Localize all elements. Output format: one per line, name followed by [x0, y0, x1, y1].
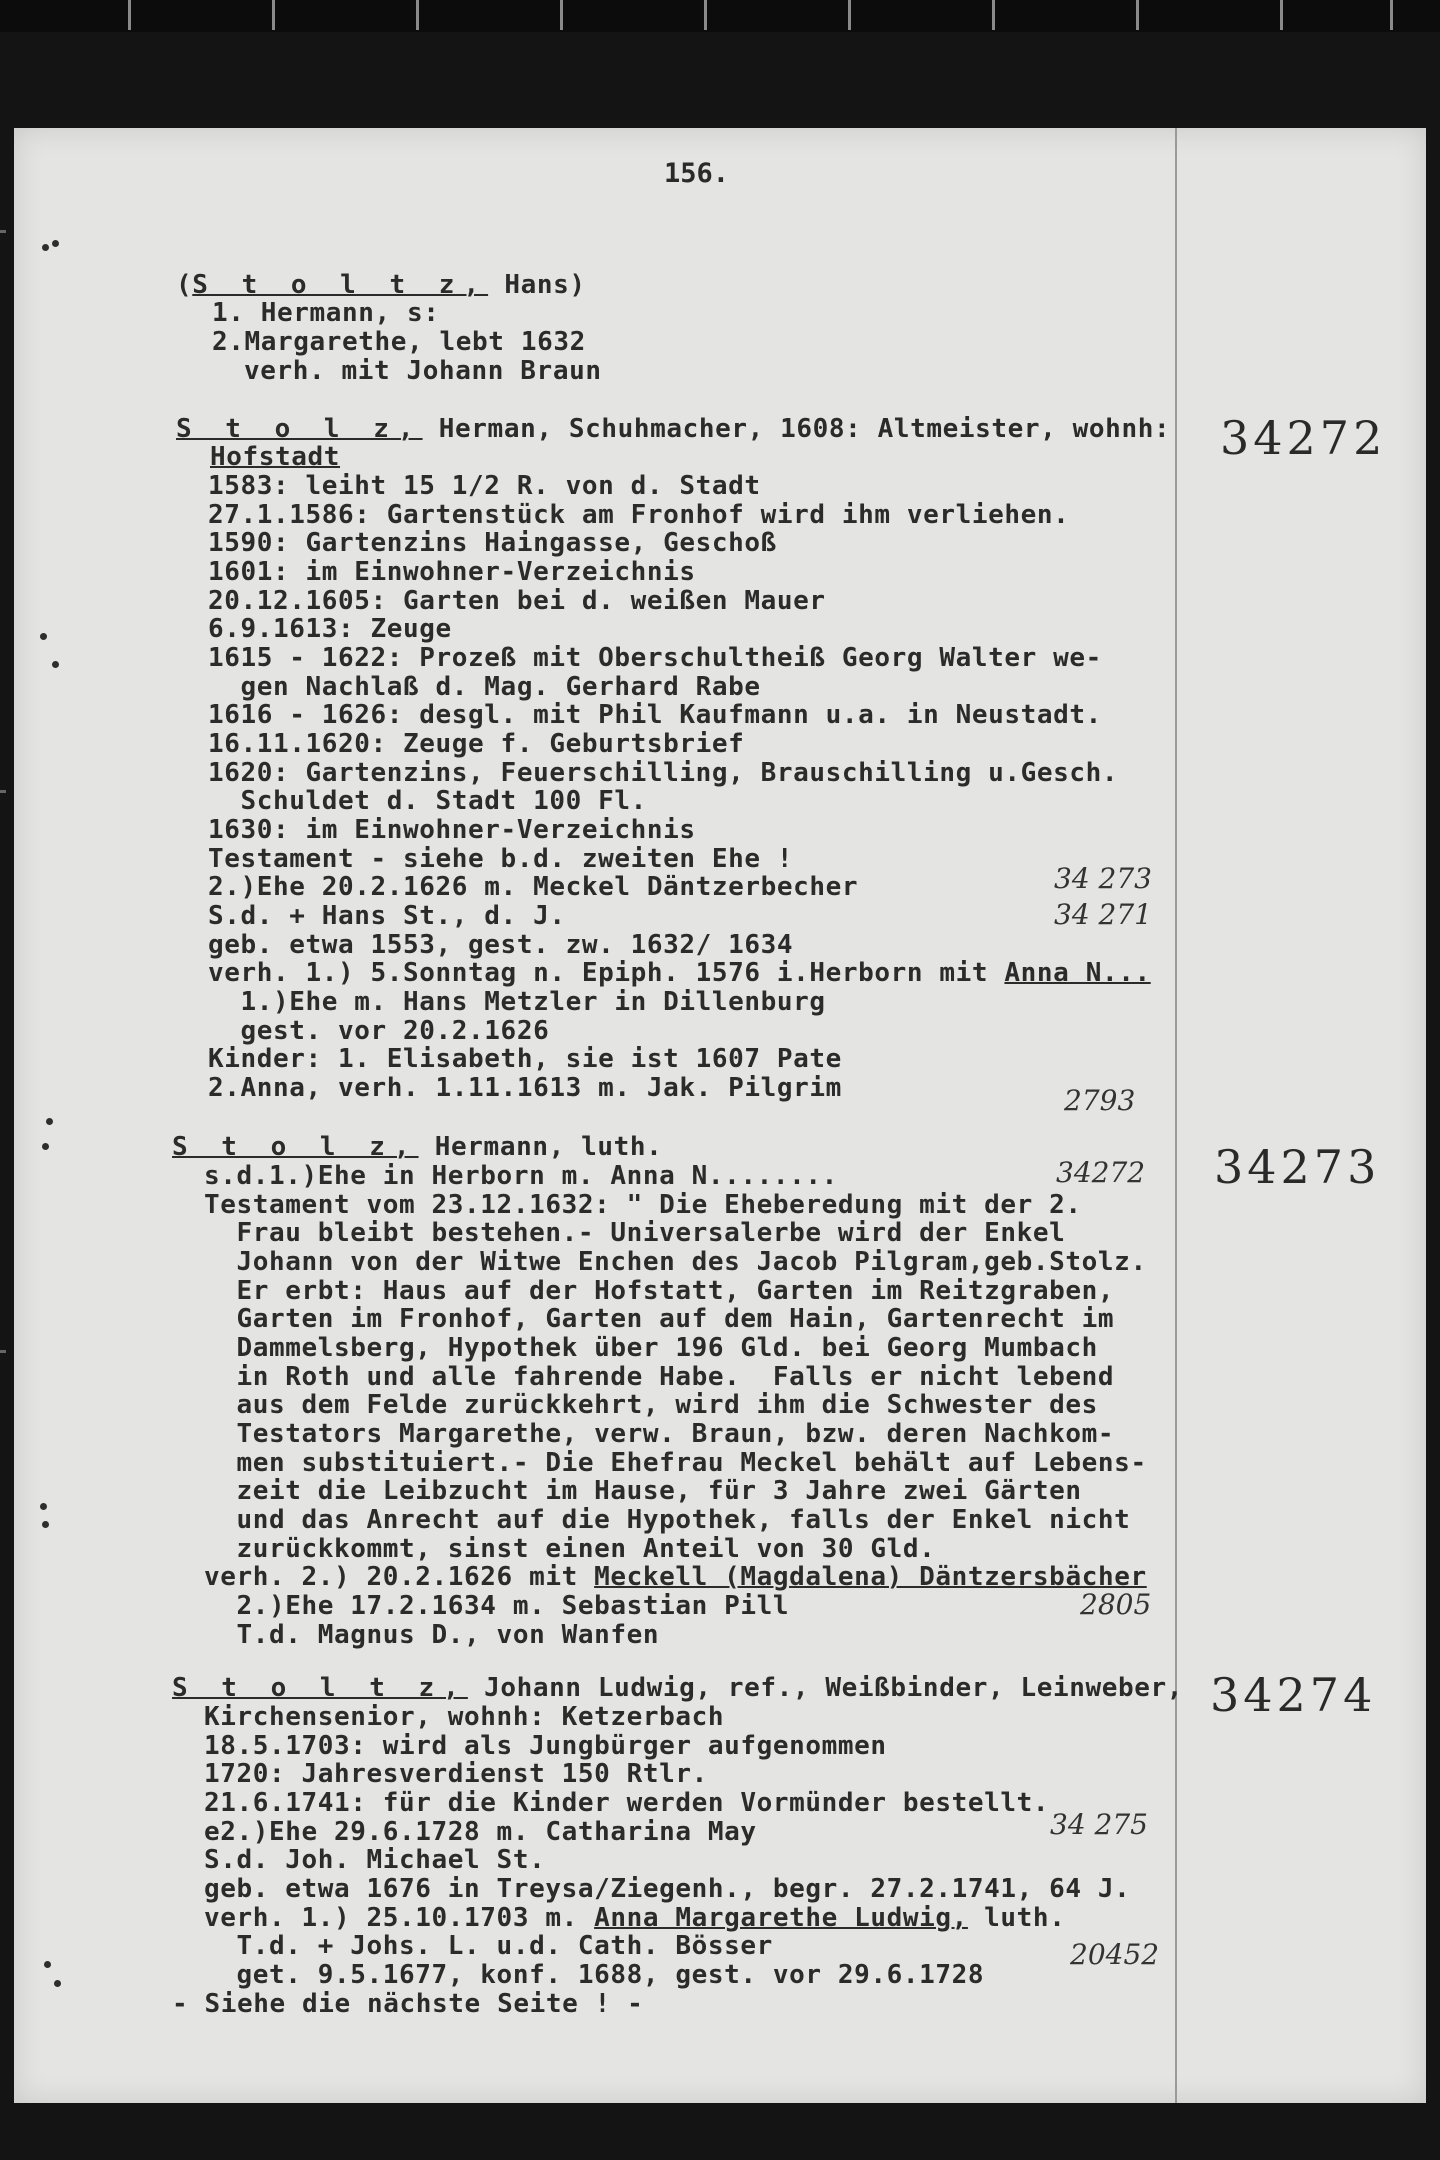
entry-line: geb. etwa 1676 in Treysa/Ziegenh., begr. 27.2.1741, 64 J.: [204, 1874, 1131, 1904]
punch-hole: [54, 1980, 61, 1987]
entry-line: 1615 - 1622: Prozeß mit Oberschultheiß Georg Walter we-: [208, 643, 1102, 673]
entry-line: Kirchensenior, wohnh: Ketzerbach: [204, 1702, 725, 1732]
entry-line: [204, 1562, 1147, 1592]
entry-heading: [176, 270, 586, 300]
entry-line: gest. vor 20.2.1626: [208, 1016, 550, 1046]
film-tick: [560, 0, 563, 30]
entry-line: zurückkommt, sinst einen Anteil von 30 Gld.: [204, 1534, 936, 1564]
record-number: 34272: [1220, 411, 1387, 465]
surname: S t o l z,: [172, 1132, 419, 1162]
entry-line: 1601: im Einwohner-Verzeichnis: [208, 557, 696, 587]
entry-line: [208, 958, 1151, 988]
handwritten-note: 34 275: [1050, 1808, 1148, 1841]
entry-line: aus dem Felde zurückkehrt, wird ihm die Schwester des: [204, 1390, 1098, 1420]
punch-hole: [42, 1521, 49, 1528]
entry-line: s.d.1.)Ehe in Herborn m. Anna N........: [204, 1161, 838, 1191]
entry-line: 18.5.1703: wird als Jungbürger aufgenommen: [204, 1731, 887, 1761]
handwritten-note: 20452: [1070, 1938, 1160, 1971]
marriage-text: verh. 1.) 25.10.1703 m.: [204, 1903, 595, 1933]
handwritten-note: 34272: [1056, 1156, 1146, 1189]
entry-line: 1720: Jahresverdienst 150 Rtlr.: [204, 1759, 708, 1789]
entry-line: und das Anrecht auf die Hypothek, falls der Enkel nicht: [204, 1505, 1131, 1535]
marriage-text: verh. 2.) 20.2.1626 mit: [204, 1562, 595, 1592]
entry-line: gen Nachlaß d. Mag. Gerhard Rabe: [208, 672, 761, 702]
entry-line: 16.11.1620: Zeuge f. Geburtsbrief: [208, 729, 745, 759]
film-strip-top: [0, 0, 1440, 32]
entry-line: geb. etwa 1553, gest. zw. 1632/ 1634: [208, 930, 794, 960]
entry-line: Schuldet d. Stadt 100 Fl.: [208, 786, 647, 816]
punch-hole: [40, 1503, 47, 1510]
entry-line: 2.)Ehe 20.2.1626 m. Meckel Däntzerbecher: [208, 872, 859, 902]
film-tick: [128, 0, 131, 30]
entry-line: Testament vom 23.12.1632: " Die Eheberedung mit der 2.: [204, 1190, 1082, 1220]
entry-line: S.d. Joh. Michael St.: [204, 1845, 546, 1875]
handwritten-note: 2793: [1064, 1084, 1136, 1117]
film-tick: [1136, 0, 1139, 30]
film-tick: [992, 0, 995, 30]
entry-line: Kinder: 1. Elisabeth, sie ist 1607 Pate: [208, 1044, 842, 1074]
entry-line: in Roth und alle fahrende Habe. Falls er nicht lebend: [204, 1362, 1115, 1392]
entry-line: 2.Anna, verh. 1.11.1613 m. Jak. Pilgrim: [208, 1073, 842, 1103]
heading-rest: Herman, Schuhmacher, 1608: Altmeister, wohnh:: [422, 414, 1171, 444]
entry-line: 2.)Ehe 17.2.1634 m. Sebastian Pill: [204, 1591, 790, 1621]
entry-line: Johann von der Witwe Enchen des Jacob Pilgram,geb.Stolz.: [204, 1247, 1147, 1277]
heading-rest: Hermann, luth.: [418, 1132, 663, 1162]
heading-rest: luth.: [967, 1903, 1066, 1933]
film-edge-mark: [0, 230, 6, 233]
film-tick: [848, 0, 851, 30]
entry-line: 2.Margarethe, lebt 1632: [212, 327, 586, 357]
document-page: [14, 128, 1426, 2103]
entry-line: Dammelsberg, Hypothek über 196 Gld. bei Georg Mumbach: [204, 1333, 1098, 1363]
entry-line: 21.6.1741: für die Kinder werden Vormünder bestellt.: [204, 1788, 1050, 1818]
punch-hole: [46, 1118, 53, 1125]
entry-line: 1.)Ehe m. Hans Metzler in Dillenburg: [208, 987, 826, 1017]
marriage-text: verh. 1.) 5.Sonntag n. Epiph. 1576 i.Herborn mit: [208, 958, 1005, 988]
punch-hole: [52, 661, 59, 668]
footer-note: - Siehe die nächste Seite ! -: [172, 1989, 644, 2019]
surname: S t o l t z,: [172, 1673, 468, 1703]
entry-line: verh. mit Johann Braun: [244, 356, 602, 386]
entry-line: T.d. Magnus D., von Wanfen: [204, 1620, 660, 1650]
entry-line: 6.9.1613: Zeuge: [208, 614, 452, 644]
film-tick: [1280, 0, 1283, 30]
entry-line: Garten im Fronhof, Garten auf dem Hain, Gartenrecht im: [204, 1304, 1115, 1334]
entry-line: 1583: leiht 15 1/2 R. von d. Stadt: [208, 471, 761, 501]
entry-line: S.d. + Hans St., d. J.: [208, 901, 566, 931]
spouse-name: Anna Margarethe Ludwig,: [594, 1903, 968, 1933]
spouse-name: Meckell (Magdalena) Däntzersbächer: [594, 1562, 1147, 1592]
entry-line: 27.1.1586: Gartenstück am Fronhof wird ihm verliehen.: [208, 500, 1070, 530]
page-number: 156.: [664, 158, 730, 189]
punch-hole: [42, 1143, 49, 1150]
punch-hole: [52, 240, 59, 247]
entry-line: Testators Margarethe, verw. Braun, bzw. deren Nachkom-: [204, 1419, 1115, 1449]
entry-line: 1590: Gartenzins Haingasse, Geschoß: [208, 528, 777, 558]
entry-line: 1620: Gartenzins, Feuerschilling, Brauschilling u.Gesch.: [208, 758, 1119, 788]
entry-line: 1616 - 1626: desgl. mit Phil Kaufmann u.a. in Neustadt.: [208, 700, 1102, 730]
entry-line: [204, 1903, 1065, 1933]
film-tick: [704, 0, 707, 30]
entry-line: zeit die Leibzucht im Hause, für 3 Jahre zwei Gärten: [204, 1476, 1082, 1506]
entry-line: 1. Hermann, s:: [212, 298, 440, 328]
heading-rest: Hans): [488, 270, 586, 300]
entry-line: 20.12.1605: Garten bei d. weißen Mauer: [208, 586, 826, 616]
entry-line: Frau bleibt bestehen.- Universalerbe wird der Enkel: [204, 1218, 1066, 1248]
record-number: 34274: [1210, 1668, 1377, 1722]
punch-hole: [40, 633, 47, 640]
entry-line: Testament - siehe b.d. zweiten Ehe !: [208, 844, 794, 874]
entry-line: T.d. + Johs. L. u.d. Cath. Bösser: [204, 1931, 773, 1961]
entry-line: 1630: im Einwohner-Verzeichnis: [208, 815, 696, 845]
film-tick: [272, 0, 275, 30]
film-tick: [1390, 0, 1393, 30]
surname: S t o l t z,: [192, 270, 489, 300]
entry-line: Er erbt: Haus auf der Hofstatt, Garten im Reitzgraben,: [204, 1276, 1115, 1306]
entry-line: e2.)Ehe 29.6.1728 m. Catharina May: [204, 1817, 757, 1847]
record-number: 34273: [1214, 1140, 1381, 1194]
heading-rest: Johann Ludwig, ref., Weißbinder, Leinweber,: [467, 1673, 1183, 1703]
entry-line: get. 9.5.1677, konf. 1688, gest. vor 29.6.1728: [204, 1960, 985, 1990]
handwritten-note: 34 271: [1054, 898, 1152, 931]
surname: S t o l z,: [176, 414, 423, 444]
entry-line: men substituiert.- Die Ehefrau Meckel behält auf Lebens-: [204, 1448, 1147, 1478]
paren: (: [176, 270, 193, 300]
handwritten-note: 2805: [1080, 1588, 1152, 1621]
punch-hole: [42, 244, 49, 251]
spouse-name: Anna N...: [1004, 958, 1151, 988]
film-edge-mark: [0, 1350, 6, 1353]
punch-hole: [44, 1961, 51, 1968]
margin-rule: [1175, 128, 1177, 2103]
entry-line: Hofstadt: [210, 442, 341, 472]
film-tick: [416, 0, 419, 30]
entry-heading: [172, 1132, 662, 1162]
entry-heading: [172, 1673, 1183, 1703]
handwritten-note: 34 273: [1054, 862, 1152, 895]
film-edge-mark: [0, 790, 6, 793]
entry-heading: [176, 414, 1170, 444]
